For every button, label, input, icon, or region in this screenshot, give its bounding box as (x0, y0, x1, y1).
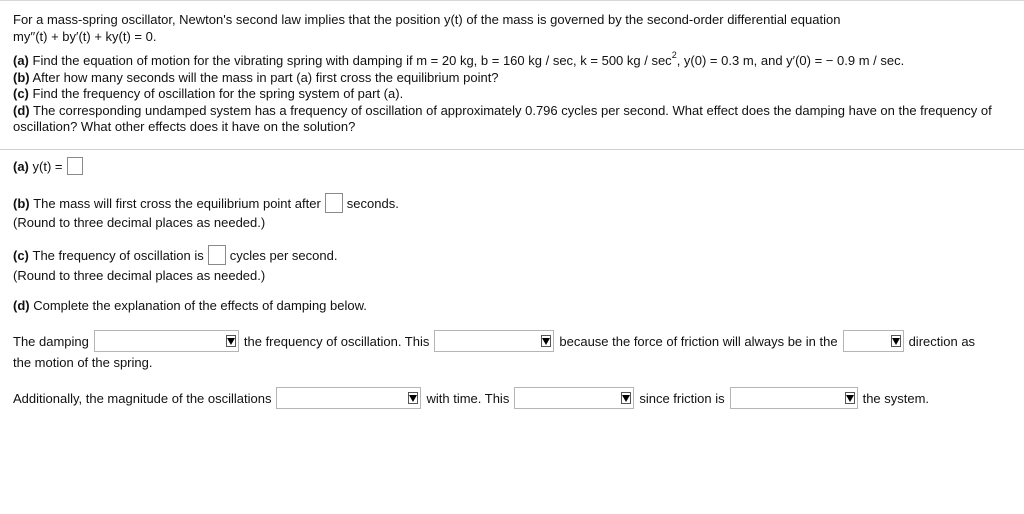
consequence-dropdown[interactable] (514, 387, 634, 409)
damping-effect-dropdown[interactable] (94, 330, 239, 352)
damping-sentence-continuation: the motion of the spring. (13, 355, 153, 370)
top-border (0, 0, 1024, 1)
part-c-question: (c) Find the frequency of oscillation for the spring system of part (a). (13, 86, 404, 101)
intro-equation: my′′(t) + by′(t) + ky(t) = 0. (13, 28, 157, 44)
friction-effect-dropdown[interactable] (730, 387, 858, 409)
exponent: 2 (671, 50, 677, 60)
part-a-label: (a) (13, 53, 29, 68)
dropdown-arrow-icon (226, 335, 236, 347)
part-b-question: (b) After how many seconds will the mass in part (a) first cross the equilibrium point? (13, 69, 499, 85)
answer-a-input[interactable] (67, 157, 83, 175)
dropdown-arrow-icon (621, 392, 631, 404)
answer-c-row: (c) The frequency of oscillation is cycles per second. (13, 245, 337, 265)
dropdown-arrow-icon (891, 335, 901, 347)
dropdown-arrow-icon (845, 392, 855, 404)
reason-dropdown[interactable] (434, 330, 554, 352)
answer-c-input[interactable] (208, 245, 226, 265)
answer-b-row: (b) The mass will first cross the equilibrium point after seconds. (13, 193, 399, 213)
answer-c-note: (Round to three decimal places as needed.) (13, 268, 266, 283)
magnitude-dropdown[interactable] (276, 387, 421, 409)
section-divider (0, 149, 1024, 150)
question-text (13, 12, 1013, 136)
answer-d-row: (d) Complete the explanation of the effects of damping below. (13, 298, 367, 313)
answer-b-input[interactable] (325, 193, 343, 213)
part-a-question: (a) Find the equation of motion for the vibrating spring with damping if m = 20 kg, b = 160 kg / sec, k = 500 kg / $\sec^2$, y(0) = 0.3 m, and y′(0) = − 0.9 m / sec. (13, 50, 905, 68)
direction-dropdown[interactable] (843, 330, 904, 352)
intro-line-1: For a mass-spring oscillator, Newton's second law implies that the position y(t) of the mass is governed by the second-order differential equation (13, 12, 841, 27)
damping-sentence-row-2: Additionally, the magnitude of the oscillations with time. This since friction is the system. (13, 387, 929, 409)
damping-sentence-row-1: The damping the frequency of oscillation. This because the force of friction will always be in the direction as (13, 330, 975, 352)
answer-a-row: (a) y(t) = (13, 157, 87, 175)
dropdown-arrow-icon (541, 335, 551, 347)
part-d-question: (d) The corresponding undamped system has a frequency of oscillation of approximately 0.796 cycles per second. What effect does the damping have on the frequency of oscillation? What other effects does it have on the solution? (13, 102, 992, 134)
answer-b-note: (Round to three decimal places as needed.) (13, 215, 266, 230)
dropdown-arrow-icon (408, 392, 418, 404)
